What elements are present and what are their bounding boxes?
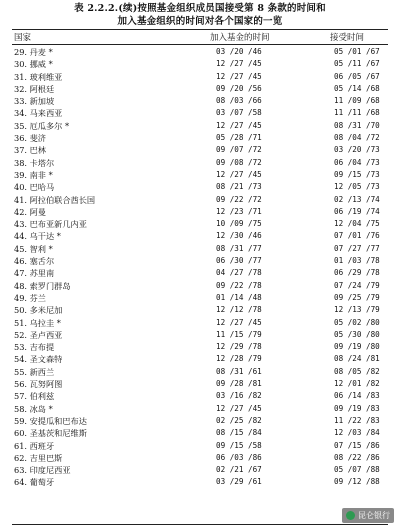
table-row: [12, 71, 388, 83]
join-date-cell: 11 /15 /79: [216, 329, 262, 339]
country-cell: 31. 玻利维亚: [14, 71, 63, 82]
table-row: [12, 120, 388, 132]
country-cell: 29. 丹麦 *: [14, 47, 53, 57]
accept-date-cell: 12 /03 /84: [334, 428, 380, 438]
accept-date-cell: 05 /02 /80: [334, 317, 380, 327]
accept-date-cell: 07 /15 /86: [334, 440, 380, 450]
join-date-cell: 12 /27 /45: [216, 403, 262, 413]
table-row: [12, 46, 388, 58]
header-accept-date: 接受时间: [330, 33, 365, 43]
country-cell: 42. 阿曼: [14, 206, 46, 217]
country-cell: 54. 圣文森特: [14, 354, 63, 365]
country-cell: 45. 智利 *: [14, 243, 53, 254]
join-date-cell: 09 /28 /81: [216, 379, 262, 389]
table-row: [12, 341, 388, 353]
accept-date-cell: 08 /04 /72: [334, 133, 380, 143]
country-cell: 51. 乌拉圭 *: [14, 317, 61, 328]
join-date-cell: 12 /12 /78: [216, 305, 262, 315]
accept-date-cell: 06 /19 /74: [334, 206, 380, 216]
country-cell: 57. 伯利兹: [14, 391, 55, 402]
table-row: [12, 230, 388, 242]
accept-date-cell: 11 /09 /68: [334, 96, 380, 106]
accept-date-cell: 09 /19 /80: [334, 342, 380, 352]
table-row: [12, 280, 388, 292]
watermark-text: 昆仑银行: [358, 511, 390, 520]
country-cell: 44. 乌干达 *: [14, 231, 61, 242]
table-row: [12, 427, 388, 439]
table-row: [12, 206, 388, 218]
join-date-cell: 03 /16 /82: [216, 391, 262, 401]
country-cell: 60. 圣基茨和尼维斯: [14, 428, 87, 439]
table-header: [12, 31, 388, 43]
header-country: 国家: [14, 33, 32, 43]
table-row: [12, 181, 388, 193]
table-row: [12, 132, 388, 144]
table-row: [12, 292, 388, 304]
join-date-cell: 12 /28 /79: [216, 354, 262, 364]
accept-date-cell: 09 /15 /73: [334, 169, 380, 179]
join-date-cell: 08 /31 /77: [216, 243, 262, 253]
header-join-date: 加入基金的时间: [210, 33, 270, 43]
join-date-cell: 06 /03 /86: [216, 452, 262, 462]
table-row: [12, 144, 388, 156]
table-row: [12, 157, 388, 169]
join-date-cell: 03 /07 /58: [216, 108, 262, 118]
join-date-cell: 04 /27 /78: [216, 268, 262, 278]
table-row: [12, 267, 388, 279]
join-date-cell: 12 /27 /45: [216, 120, 262, 130]
accept-date-cell: 01 /03 /78: [334, 256, 380, 266]
accept-date-cell: 08 /22 /86: [334, 452, 380, 462]
country-cell: 62. 吉里巴斯: [14, 452, 63, 463]
accept-date-cell: 06 /04 /73: [334, 157, 380, 167]
accept-date-cell: 07 /27 /77: [334, 243, 380, 253]
country-cell: 56. 瓦努阿图: [14, 379, 63, 390]
country-cell: 43. 巴布亚新几内亚: [14, 219, 87, 230]
country-cell: 37. 巴林: [14, 145, 46, 156]
accept-date-cell: 08 /31 /70: [334, 120, 380, 130]
country-cell: 55. 新西兰: [14, 366, 55, 377]
accept-date-cell: 02 /13 /74: [334, 194, 380, 204]
table-row: [12, 218, 388, 230]
join-date-cell: 08 /03 /66: [216, 96, 262, 106]
country-cell: 39. 南非 *: [14, 169, 53, 180]
country-cell: 61. 西班牙: [14, 440, 55, 451]
accept-date-cell: 12 /04 /75: [334, 219, 380, 229]
watermark: [342, 508, 394, 523]
country-cell: 64. 葡萄牙: [14, 477, 55, 488]
join-date-cell: 12 /27 /45: [216, 71, 262, 81]
country-cell: 50. 多米尼加: [14, 305, 63, 316]
join-date-cell: 08 /15 /84: [216, 428, 262, 438]
table-row: [12, 415, 388, 427]
join-date-cell: 12 /27 /45: [216, 169, 262, 179]
table-row: [12, 476, 388, 488]
country-cell: 35. 厄瓜多尔 *: [14, 120, 70, 131]
accept-date-cell: 11 /22 /83: [334, 415, 380, 425]
table-row: [12, 329, 388, 341]
join-date-cell: 12 /30 /46: [216, 231, 262, 241]
table-row: [12, 194, 388, 206]
join-date-cell: 03 /20 /46: [216, 47, 262, 56]
join-date-cell: 12 /27 /45: [216, 317, 262, 327]
table-row: [12, 95, 388, 107]
join-date-cell: 03 /29 /61: [216, 477, 262, 487]
accept-date-cell: 09 /12 /88: [334, 477, 380, 487]
join-date-cell: 10 /09 /75: [216, 219, 262, 229]
country-cell: 38. 卡塔尔: [14, 157, 55, 168]
accept-date-cell: 12 /05 /73: [334, 182, 380, 192]
country-cell: 41. 阿拉伯联合酋长国: [14, 194, 96, 205]
join-date-cell: 09 /15 /58: [216, 440, 262, 450]
table-row: [12, 390, 388, 402]
country-cell: 49. 芬兰: [14, 292, 46, 303]
table-row: [12, 107, 388, 119]
accept-date-cell: 06 /29 /78: [334, 268, 380, 278]
table-row: [12, 464, 388, 476]
country-cell: 40. 巴哈马: [14, 182, 55, 193]
country-table: [12, 46, 388, 489]
accept-date-cell: 05 /07 /88: [334, 465, 380, 475]
accept-date-cell: 07 /24 /79: [334, 280, 380, 290]
join-date-cell: 08 /21 /73: [216, 182, 262, 192]
table-row: [12, 317, 388, 329]
table-row: [12, 58, 388, 70]
country-cell: 52. 圣卢西亚: [14, 329, 63, 340]
join-date-cell: 09 /22 /72: [216, 194, 262, 204]
country-cell: 47. 苏里南: [14, 268, 55, 279]
join-date-cell: 09 /20 /56: [216, 83, 262, 93]
table-row: [12, 83, 388, 95]
table-row: [12, 169, 388, 181]
join-date-cell: 06 /30 /77: [216, 256, 262, 266]
accept-date-cell: 09 /25 /79: [334, 292, 380, 302]
join-date-cell: 02 /21 /67: [216, 465, 262, 475]
country-cell: 36. 斐济: [14, 133, 46, 144]
accept-date-cell: 06 /14 /83: [334, 391, 380, 401]
bottom-rule: [12, 524, 388, 525]
country-cell: 63. 印度尼西亚: [14, 465, 71, 476]
table-row: [12, 378, 388, 390]
join-date-cell: 01 /14 /48: [216, 292, 262, 302]
country-cell: 30. 挪威 *: [14, 59, 53, 70]
join-date-cell: 12 /29 /78: [216, 342, 262, 352]
country-cell: 53. 吉布提: [14, 342, 55, 353]
accept-date-cell: 06 /05 /67: [334, 71, 380, 81]
join-date-cell: 02 /25 /82: [216, 415, 262, 425]
table-row: [12, 353, 388, 365]
table-row: [12, 366, 388, 378]
accept-date-cell: 11 /11 /68: [334, 108, 380, 118]
accept-date-cell: 03 /20 /73: [334, 145, 380, 155]
table-title-line2: 加入基金组织的时间对各个国家的一览: [117, 16, 283, 27]
country-cell: 59. 安提瓜和巴布达: [14, 415, 87, 426]
accept-date-cell: 12 /01 /82: [334, 379, 380, 389]
join-date-cell: 12 /23 /71: [216, 206, 262, 216]
accept-date-cell: 12 /13 /79: [334, 305, 380, 315]
join-date-cell: 05 /28 /71: [216, 133, 262, 143]
country-cell: 46. 塞舌尔: [14, 256, 55, 267]
country-cell: 58. 冰岛 *: [14, 403, 53, 414]
join-date-cell: 09 /08 /72: [216, 157, 262, 167]
wechat-icon: [346, 511, 355, 520]
join-date-cell: 09 /07 /72: [216, 145, 262, 155]
table-row: [12, 255, 388, 267]
top-rule: [12, 29, 388, 30]
country-cell: 48. 索罗门群岛: [14, 280, 71, 291]
table-row: [12, 403, 388, 415]
table-title-line1: 表 2.2.2.(续)按照基金组织成员国接受第 8 条款的时间和: [74, 3, 326, 14]
table-row: [12, 440, 388, 452]
accept-date-cell: 05 /11 /67: [334, 59, 380, 69]
accept-date-cell: 08 /05 /82: [334, 366, 380, 376]
accept-date-cell: 05 /30 /80: [334, 329, 380, 339]
join-date-cell: 08 /31 /61: [216, 366, 262, 376]
join-date-cell: 09 /22 /78: [216, 280, 262, 290]
header-rule: [12, 44, 388, 45]
table-title: [0, 0, 400, 28]
accept-date-cell: 05 /14 /68: [334, 83, 380, 93]
table-row: [12, 304, 388, 316]
accept-date-cell: 05 /01 /67: [334, 47, 380, 56]
country-cell: 32. 阿根廷: [14, 83, 55, 94]
join-date-cell: 12 /27 /45: [216, 59, 262, 69]
accept-date-cell: 08 /24 /81: [334, 354, 380, 364]
country-cell: 33. 新加坡: [14, 96, 55, 107]
accept-date-cell: 09 /19 /83: [334, 403, 380, 413]
accept-date-cell: 07 /01 /76: [334, 231, 380, 241]
table-row: [12, 452, 388, 464]
country-cell: 34. 马来西亚: [14, 108, 63, 119]
table-row: [12, 243, 388, 255]
